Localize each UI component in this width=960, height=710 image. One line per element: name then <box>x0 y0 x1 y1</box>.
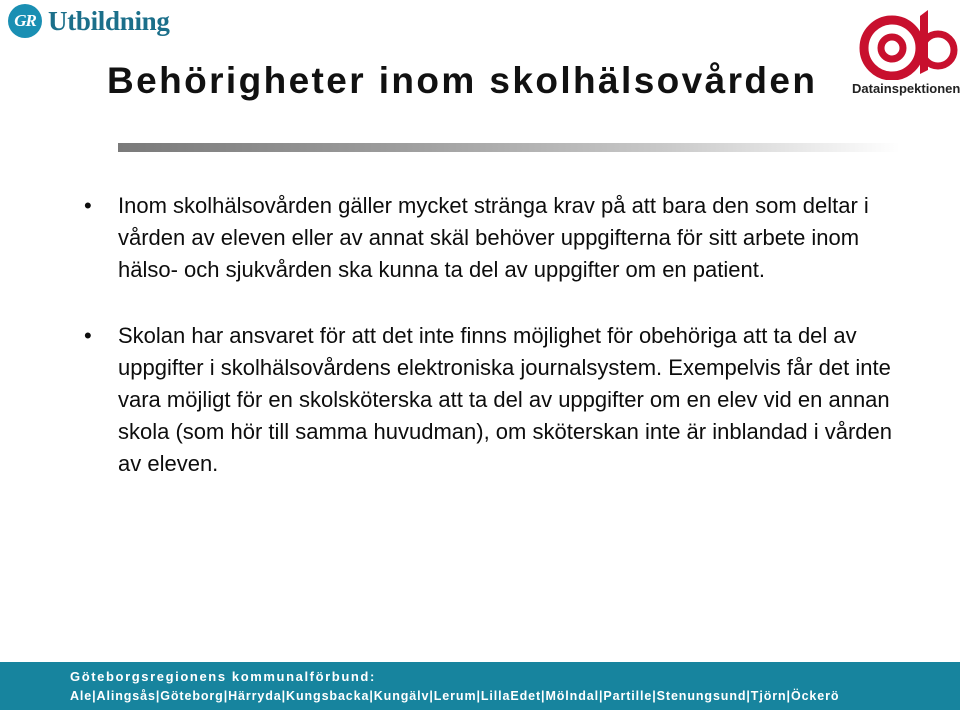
title-underline-bar <box>118 143 900 152</box>
footer-bar <box>0 662 960 710</box>
bullet-list <box>84 190 898 514</box>
bullet-text: Skolan har ansvaret för att det inte finns möjlighet för obehöriga att ta del av uppgifter i skolhälsovårdens elektroniska journalsystem. Exempelvis får det inte vara möjligt för en skolsköterska att ta del av uppgifter om en elev vid en annan skola (som hör till samma huvudman), om sköterskan inte är inblandad i vården av eleven. <box>118 322 893 477</box>
gr-circle-logo-icon: GR <box>8 4 42 38</box>
datainspektionen-logo-text: Datainspektionen <box>852 81 960 96</box>
footer-organization: Göteborgsregionens kommunalförbund: <box>70 669 376 684</box>
bullet-item <box>84 320 898 481</box>
gr-logo-text: Utbildning <box>48 5 170 36</box>
footer-municipalities: Ale|Alingsås|Göteborg|Härryda|Kungsbacka|Kungälv|Lerum|LillaEdet|Mölndal|Partille|Stenungsund|Tjörn|Öckerö <box>70 689 840 703</box>
datainspektionen-logo-icon <box>848 8 960 80</box>
bullet-item <box>84 190 898 287</box>
gr-utbildning-logo <box>8 4 170 38</box>
slide-title: Behörigheter inom skolhälsovården <box>107 60 818 101</box>
bullet-dot-icon: • <box>84 193 92 218</box>
bullet-dot-icon: • <box>84 322 92 348</box>
bullet-text: Inom skolhälsovården gäller mycket stränga krav på att bara den som deltar i vården av eleven eller av annat skäl behöver uppgifterna för sitt arbete inom hälso- och sjukvården ska kunna ta del av uppgifter om en patient. <box>118 193 869 283</box>
datainspektionen-logo <box>848 8 960 100</box>
